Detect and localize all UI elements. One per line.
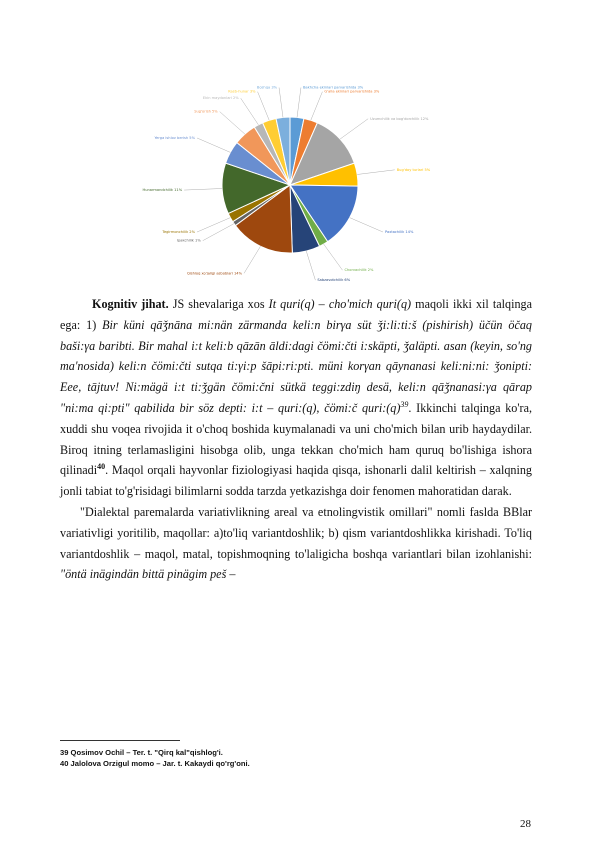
text-run: JS shevalariga xos	[168, 297, 269, 311]
pie-slice-label: Chorvachilik 2%	[344, 268, 374, 273]
pie-leader-line	[324, 244, 343, 270]
pie-slice-label: Qishloq xo'jaligi asboblari 14%	[186, 271, 243, 276]
pie-slice-label: Sug'orish 5%	[194, 109, 218, 114]
pie-leader-line	[197, 218, 230, 232]
footnote-39: 39 Qosimov Ochil – Ter. t. "Qirq kal"qishlog'i.	[60, 748, 223, 757]
pie-chart-svg	[110, 70, 510, 300]
pie-leader-line	[203, 224, 234, 241]
pie-slice-label: Hunarmandchilik 11%	[142, 188, 183, 193]
page-number: 28	[520, 818, 531, 830]
body-text	[60, 294, 532, 585]
text-run: –	[226, 567, 236, 582]
pie-slice-label: Tegirmonchilik 2%	[162, 230, 196, 235]
section-heading: Kognitiv jihat.	[92, 297, 169, 311]
pie-slice-label: Kasb-hunar 3%	[228, 89, 256, 94]
pie-leader-line	[258, 92, 270, 121]
pie-leader-line	[244, 246, 260, 273]
pie-leader-line	[306, 251, 315, 280]
pie-slice-label: Sabzavotchilik 6%	[317, 278, 351, 283]
text-run: maqoli ikki xil talqinga ega: 1)	[60, 297, 532, 332]
pie-leader-line	[184, 189, 222, 191]
pie-leader-line	[350, 218, 383, 232]
footnotes	[60, 747, 532, 769]
pie-slice-label: Ipakchilik 1%	[176, 238, 201, 243]
pie-leader-line	[279, 88, 283, 118]
text-run: . Maqol orqali hayvonlar fiziologiyasi haqida qisqa, ishonarli dalil keltirish – xalqning jonli tabiat to'g'risidagi bilimlarni sodda tarzda yetkazishga doir fenomen mahoratidan darak.	[60, 463, 532, 499]
pie-leader-line	[311, 92, 323, 121]
pie-leader-line	[220, 112, 245, 134]
pie-slice-label: Yerga ishlov berish 5%	[154, 135, 196, 140]
text-run: "Dialektal paremalarda variativlikning areal va etnolingvistik omillari" nomli faslda BBlar variativligi yoritilib, maqollar: a)to'liq variantdoshlik; b) qism variantdoshlikka kirishadi. To'liq variantdoshlik – maqol, matal, topishmoqning to'laligicha boshqa variantlari bilan izohlanishi:	[60, 504, 532, 561]
pie-leader-line	[297, 88, 301, 118]
pie-slice-label: Boshqa 3%	[256, 85, 278, 90]
dialect-quote: Bir küni qāǯnāna mi:nän zärmanda keli:n birγa süt ǯi:li:ti:š (pishirish) üčün öčaq baši:γa baribti. Bir mahal i:t keli:b qāzān āldi:dagi čömi:čti i:skäpti, ǯaläpti. asan (keyin, so'ng ma'nosida) keli:n čömi:čti sutqa ti:γi:p šāpi:ri:pti. müni korγan qāynanasi keli:ni:ni: ǯonipti: Eee, tājtuv! Ni:mägä i:t ti:ǯgän čömi:čni sütkä teggi:zdiŋ desä, keli:n qāǯnanasi:γa qārap "ni:ma qi:pti" qabilida bir söz depti: i:t – quri:(q), čömi:č quri:(q)	[60, 317, 532, 415]
footnote-40: 40 Jalolova Orzigul momo – Jar. t. Kakaydi qo'rg'oni.	[60, 759, 250, 768]
pie-slice-label: Ekin maydonlari 2%	[202, 96, 239, 101]
example-italic: "öntä inägindän bittä pinägim peš	[60, 567, 227, 582]
paragraph-1	[60, 294, 532, 502]
text-run: . Ikkinchi talqinga ko'ra, xuddi shu voqea rivojida it o'choq boshida kuymalanadi va uni cho'mich bilan urib haydaydilar. Biroq itning terlamasligini hisobga olib, unga tekkan cho'mich ham quruq bo'lishiga ishora qilinadi	[60, 400, 532, 478]
footnote-ref-40[interactable]: 40	[97, 462, 106, 472]
pie-leader-line	[241, 98, 259, 125]
pie-leader-line	[197, 138, 230, 152]
pie-leader-line	[340, 119, 368, 139]
proverb-italic: It quri(q) – cho'mich quri(q)	[268, 297, 412, 311]
pie-slice-label: Bakhcha ekinlari parvarishida 3%	[302, 85, 364, 90]
pie-slice-label: Bug'doy turlari 5%	[396, 167, 431, 172]
footnote-ref-39[interactable]: 39	[400, 399, 409, 409]
pie-chart	[110, 70, 510, 300]
pie-leader-line	[357, 170, 395, 175]
pie-slice-label: G'alla ekinlari parvarishida 3%	[324, 89, 380, 94]
footnote-divider	[60, 740, 180, 741]
pie-slice-label: Uzumchilik va bog'dorchilik 12%	[370, 116, 429, 121]
paragraph-2	[60, 502, 532, 585]
pie-slice-label: Paxtachilik 14%	[384, 230, 414, 235]
